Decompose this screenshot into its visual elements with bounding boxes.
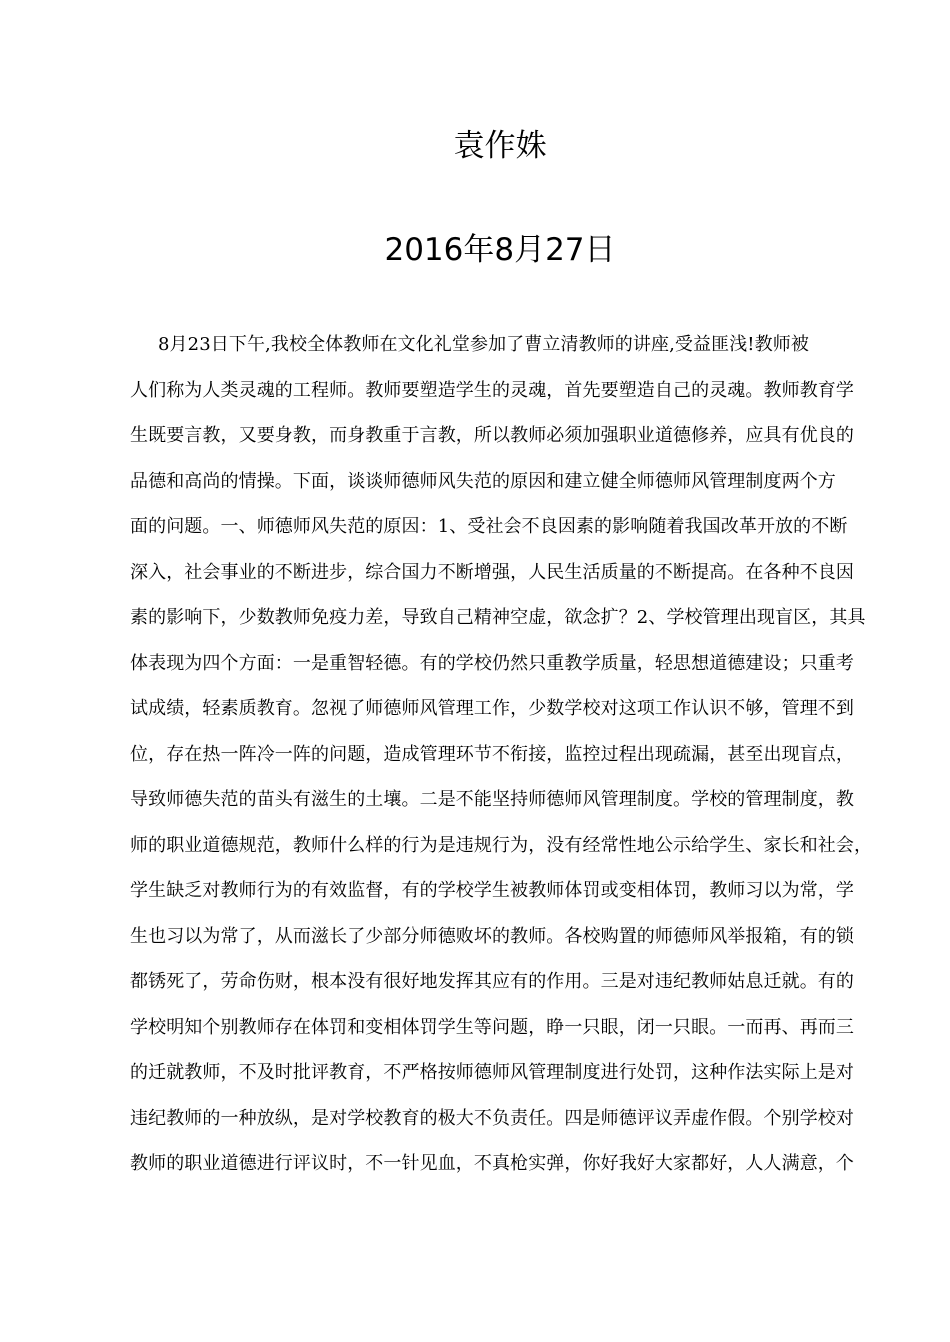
paragraph-line: 教师的职业道德进行评议时，不一针见血，不真枪实弹，你好我好大家都好，人人满意，个 — [130, 1153, 854, 1174]
paragraph-line: 学生缺乏对教师行为的有效监督，有的学校学生被教师体罚或变相体罚，教师习以为常，学 — [130, 880, 854, 901]
paragraph-line: 学校明知个别教师存在体罚和变相体罚学生等问题，睁一只眼，闭一只眼。一而再、再而三 — [130, 1016, 854, 1038]
paragraph-line: 面的问题。一、师德师风失范的原因：1、受社会不良因素的影响随着我国改革开放的不断 — [130, 516, 848, 537]
paragraph-line: 深入，社会事业的不断进步，综合国力不断增强，人民生活质量的不断提高。在各种不良因 — [130, 561, 854, 583]
paragraph-line: 都锈死了，劳命伤财，根本没有很好地发挥其应有的作用。三是对违纪教师姑息迁就。有的 — [130, 971, 854, 992]
paragraph-line: 导致师德失范的苗头有滋生的土壤。二是不能坚持师德师风管理制度。学校的管理制度，教 — [130, 789, 854, 810]
paragraph-line: 师的职业道德规范，教师什么样的行为是违规行为，没有经常性地公示给学生、家长和社会， — [130, 834, 873, 856]
paragraph-line: 违纪教师的一种放纵，是对学校教育的极大不负责任。四是师德评议弄虚作假。个别学校对 — [130, 1107, 854, 1129]
paragraph-line: 生既要言教，又要身教，而身教重于言教，所以教师必须加强职业道德修养，应具有优良的 — [130, 425, 854, 446]
paragraph-line: 人们称为人类灵魂的工程师。教师要塑造学生的灵魂，首先要塑造自己的灵魂。教师教育学 — [130, 379, 854, 401]
paragraph-line: 试成绩，轻素质教育。忽视了师德师风管理工作，少数学校对这项工作认识不够，管理不到 — [130, 698, 854, 719]
document-date: 2016年8月27日 — [384, 232, 616, 268]
body-paragraph — [130, 322, 890, 1187]
paragraph-line: 品德和高尚的情操。下面，谈谈师德师风失范的原因和建立健全师德师风管理制度两个方 — [130, 470, 836, 492]
author-name: 袁作姝 — [453, 128, 547, 164]
paragraph-line: 体表现为四个方面：一是重智轻德。有的学校仍然只重教学质量，轻思想道德建设；只重考 — [130, 652, 854, 674]
paragraph-line: 8月23日下午,我校全体教师在文化礼堂参加了曹立清教师的讲座,受益匪浅!教师被 — [158, 334, 809, 355]
paragraph-line: 素的影响下，少数教师免疫力差，导致自己精神空虚，欲念扩？2、学校管理出现盲区，其具 — [130, 607, 866, 628]
paragraph-line: 的迁就教师，不及时批评教育，不严格按师德师风管理制度进行处罚，这种作法实际上是对 — [130, 1062, 854, 1083]
paragraph-line: 位，存在热一阵冷一阵的问题，造成管理环节不衔接，监控过程出现疏漏，甚至出现盲点， — [130, 743, 854, 765]
paragraph-line: 生也习以为常了，从而滋长了少部分师德败坏的教师。各校购置的师德师风举报箱，有的锁 — [130, 925, 854, 947]
